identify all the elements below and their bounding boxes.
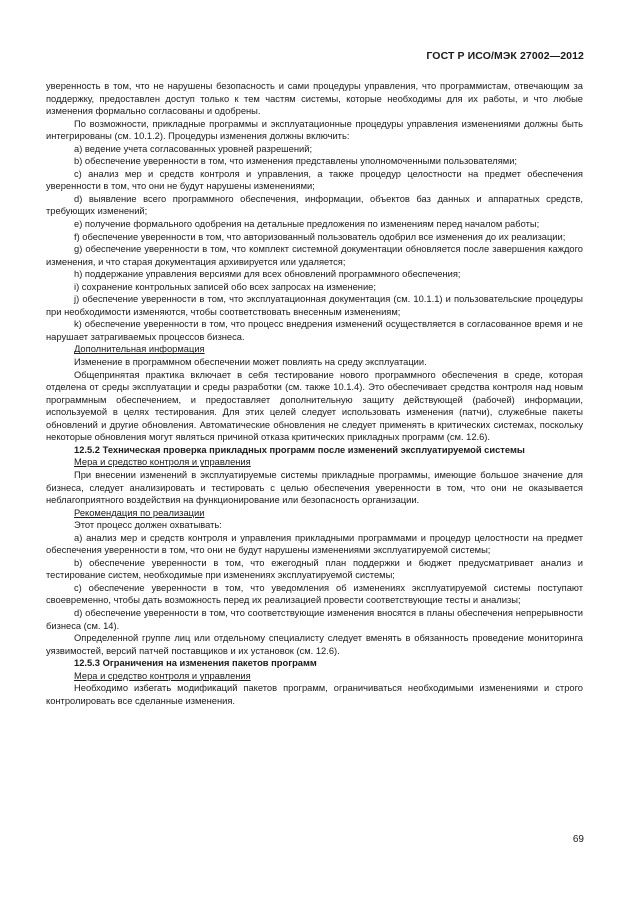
paragraph: d) обеспечение уверенности в том, что соответствующие изменения вносятся в планы обеспечения непрерывности бизнеса (см. 14). <box>46 607 583 631</box>
subsection-label-text: Дополнительная информация <box>74 344 205 355</box>
subsection-label-text: Рекомендация по реализации <box>74 507 205 518</box>
paragraph: k) обеспечение уверенности в том, что процесс внедрения изменений осуществляется в согласованное время и не нарушает затрагиваемых процессов бизнеса. <box>46 319 583 342</box>
subsection-label <box>46 343 583 356</box>
paragraph: Общепринятая практика включает в себя тестирование нового программного обеспечения в среде, которая отделена от среды эксплуатации и среды разработки (см. также 10.1.4). Это обеспечивает средства контроля над новым программным обеспечением, и предоставляет дополнительную защиту действующей (рабочей) информации, используемой в целях тестирования. Для этих целей следует использовать изменения (патчи), служебные пакеты обновлений и другие обновления. Автоматические обновления не следует применять в критических системах, поскольку некоторые обновления могут являться причиной отказа критических прикладных программ (см. 12.6). <box>46 369 583 443</box>
paragraph: e) получение формального одобрения на детальные предложения по изменениям перед началом работы; <box>74 219 540 230</box>
paragraph: По возможности, прикладные программы и эксплуатационные процедуры управления изменениями должны быть интегрированы (см. 10.1.2). Процедуры изменения должны включить: <box>46 118 583 142</box>
subsection-label <box>46 456 583 469</box>
page-number: 69 <box>572 834 584 845</box>
paragraph: Изменение в программном обеспечении может повлиять на среду эксплуатации. <box>74 357 427 368</box>
paragraph: При внесении изменений в эксплуатируемые системы прикладные программы, имеющие большое значение для бизнеса, следует анализировать и тестировать с целью обеспечения уверенности в том, что они не оказывается неблагоприятного воздействия на функционирование или безопасность организации. <box>46 469 583 506</box>
paragraph: f) обеспечение уверенности в том, что авторизованный пользователь одобрил все изменения до их реализации; <box>74 231 566 242</box>
paragraph: c) анализ мер и средств контроля и управления, а также процедур целостности на предмет обеспечения уверенности в том, что они не будут нарушены изменениями; <box>46 168 583 192</box>
paragraph: a) ведение учета согласованных уровней разрешений; <box>74 143 313 154</box>
paragraph: Этот процесс должен охватывать: <box>74 520 222 531</box>
section-heading: 12.5.3 Ограничения на изменения пакетов программ <box>74 658 317 669</box>
paragraph: b) обеспечение уверенности в том, что изменения представлены уполномоченными пользователями; <box>74 156 518 167</box>
page-header: ГОСТ Р ИСО/МЭК 27002—2012 <box>426 50 584 62</box>
paragraph: Определенной группе лиц или отдельному специалисту следует вменять в обязанность проведение мониторинга уязвимостей, версий патчей поставщиков и их установок (см. 12.6). <box>46 633 583 656</box>
paragraph: уверенность в том, что не нарушены безопасность и сами процедуры управления, что программистам, отвечающим за поддержку, предоставлен доступ только к тем частям системы, которые необходимы для их работы, и что любые изменения формально согласованы и одобрены. <box>46 81 583 117</box>
paragraph: h) поддержание управления версиями для всех обновлений программного обеспечения; <box>74 269 461 280</box>
subsection-label-text: Мера и средство контроля и управления <box>74 457 251 468</box>
paragraph: j) обеспечение уверенности в том, что эксплуатационная документация (см. 10.1.1) и пользовательские процедуры при необходимости изменяются, чтобы соответствовать внесенным изменениям; <box>46 294 583 317</box>
paragraph: b) обеспечение уверенности в том, что ежегодный план поддержки и бюджет предусматривает анализ и тестирование систем, необходимые при изменениях эксплуатируемой системы; <box>46 557 583 581</box>
paragraph: d) выявление всего программного обеспечения, информации, объектов баз данных и аппаратных средств, требующих изменений; <box>46 193 583 217</box>
paragraph: i) сохранение контрольных записей обо всех запросах на изменение; <box>74 281 376 292</box>
paragraph: c) обеспечение уверенности в том, что уведомления об изменениях эксплуатируемой системы поступают своевременно, чтобы дать возможность перед их реализацией провести соответствующие тесты и анализы; <box>46 582 583 606</box>
section-heading: 12.5.2 Техническая проверка прикладных программ после изменений эксплуатируемой системы <box>74 444 525 455</box>
paragraph: a) анализ мер и средств контроля и управления прикладными программами и процедур целостности на предмет обеспечения уверенности в том, что они не будут нарушены изменениями эксплуатируемой системы; <box>46 532 583 556</box>
document-body <box>46 80 583 707</box>
subsection-label-text: Мера и средство контроля и управления <box>74 670 251 681</box>
paragraph: g) обеспечение уверенности в том, что комплект системной документации обновляется после завершения каждого изменения, и что старая документация архивируется или удаляется; <box>46 244 583 267</box>
subsection-label <box>46 507 583 520</box>
subsection-label <box>46 670 583 683</box>
paragraph: Необходимо избегать модификаций пакетов программ, ограничиваться необходимыми изменениями и строго контролировать все сделанные изменения. <box>46 683 583 706</box>
